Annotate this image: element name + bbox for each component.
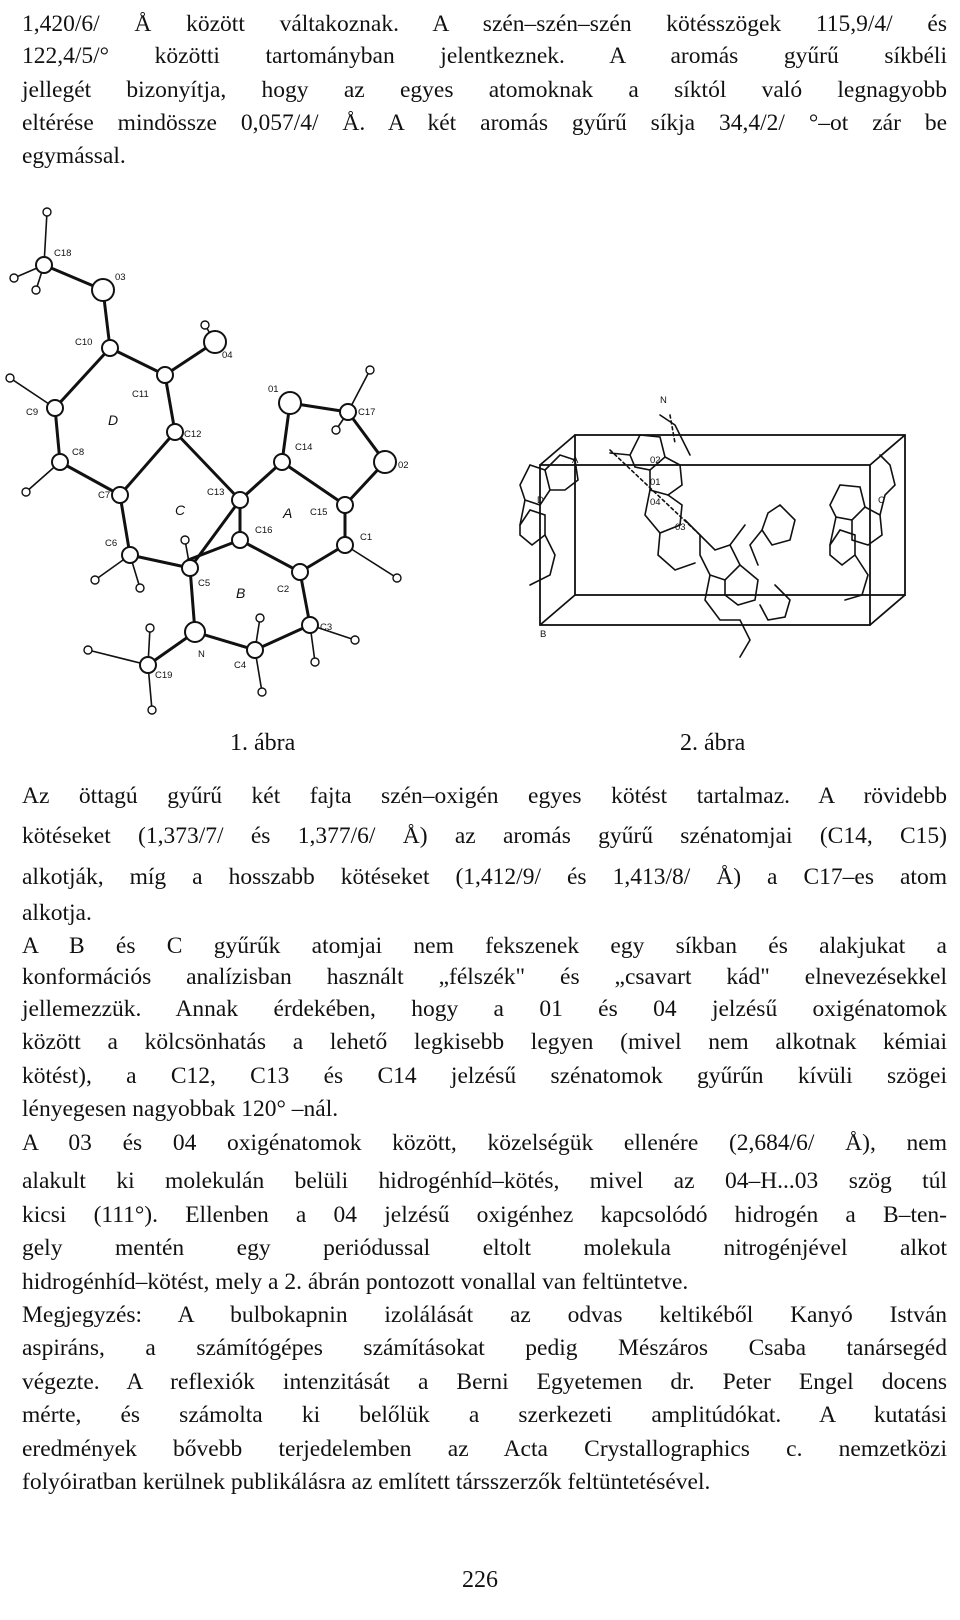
figure-2-caption: 2. ábra [680, 730, 746, 756]
label-ring-d: D [108, 412, 119, 428]
fig2-label-o1: 01 [650, 477, 661, 488]
body-line-2: kötéseket (1,373/7/ és 1,377/6/ Å) az aromás gyűrű szénatomjai (C14, C15) [22, 823, 947, 849]
body-line-10: lényegesen nagyobbak 120° –nál. [22, 1096, 339, 1122]
body-line-1: Az öttagú gyűrű két fajta szén–oxigén egyes kötést tartalmaz. A rövidebb [22, 783, 947, 809]
body-line-15: hidrogénhíd–kötést, mely a 2. ábrán pontozott vonallal van feltüntetve. [22, 1269, 689, 1295]
label-c4: C4 [234, 660, 247, 671]
body-line-12: alakult ki molekulán belüli hidrogénhíd–kötés, mivel az 04–H...03 szög túl [22, 1168, 947, 1194]
label-c7: C7 [98, 490, 111, 501]
body-line-9: kötést), a C12, C13 és C14 jelzésű szénatomok gyűrűn kívüli szögei [22, 1063, 947, 1089]
intro-line-1: 1,420/6/ Å között váltakoznak. A szén–szén–szén kötésszögek 115,9/4/ és [22, 11, 947, 37]
figure-1-caption: 1. ábra [230, 730, 296, 756]
label-c11: C11 [132, 389, 149, 400]
packed-molecules [520, 415, 895, 657]
label-n: N [198, 649, 205, 660]
label-c14: C14 [295, 442, 313, 453]
label-c15: C15 [310, 507, 328, 518]
fig2-label-n: N [660, 395, 667, 406]
intro-line-5: egymással. [22, 143, 126, 169]
note-line-1: Megjegyzés: A bulbokapnin izolálását az odvas keltikéből Kanyó István [22, 1302, 947, 1328]
body-line-6: konformációs analízisban használt „félszék" és „csavart kád" elnevezésekkel [22, 964, 947, 990]
label-c6: C6 [105, 538, 118, 549]
label-o2: 02 [398, 460, 409, 471]
packing-labels [537, 395, 885, 640]
label-c1: C1 [360, 532, 373, 543]
body-line-14: gely mentén egy periódussal eltolt molekula nitrogénjével alkot [22, 1235, 947, 1261]
body-line-4: alkotja. [22, 900, 92, 926]
label-ring-a: A [283, 505, 293, 521]
label-o1: 01 [268, 384, 279, 395]
label-c5: C5 [198, 578, 211, 589]
body-line-13: kicsi (111°). Ellenben a 04 jelzésű oxigénhez kapcsolódó hidrogén a B–ten- [22, 1202, 947, 1228]
body-line-8: között a kölcsönhatás a lehető legkisebb legyen (mivel nem alkotnak kémiai [22, 1029, 947, 1055]
label-o3: 03 [115, 272, 126, 283]
figure-1-molecule [0, 200, 430, 730]
label-c9: C9 [26, 407, 39, 418]
label-c16: C16 [255, 525, 273, 536]
unit-cell [540, 435, 905, 625]
page-number: 226 [462, 1567, 498, 1593]
fig2-label-b: B [540, 629, 547, 640]
label-c2: C2 [277, 584, 290, 595]
label-c18: C18 [54, 248, 72, 259]
label-c3: C3 [320, 622, 333, 633]
fig2-label-o3: 03 [675, 522, 686, 533]
intro-line-3: jellegét bizonyítja, hogy az egyes atomoknak a síktól való legnagyobb [22, 77, 947, 103]
label-c12: C12 [184, 429, 202, 440]
intro-line-4: eltérése mindössze 0,057/4/ Å. A két aromás gyűrű síkja 34,4/2/ °–ot zár be [22, 110, 947, 136]
label-o4: 04 [222, 350, 233, 361]
note-line-2: aspiráns, a számítógépes számításokat pedig Mészáros Csaba tanársegéd [22, 1335, 947, 1361]
note-line-6: folyóiratban kerülnek publikálásra az említett társszerzők feltüntetésével. [22, 1469, 711, 1495]
molecule-atom-labels [26, 248, 409, 681]
label-ring-b: B [236, 585, 246, 601]
fig2-label-o4: 04 [650, 497, 661, 508]
figure-2-crystal-packing [500, 395, 930, 695]
body-line-7: jellemezzük. Annak érdekében, hogy a 01 és 04 jelzésű oxigénatomok [22, 996, 947, 1022]
intro-line-2: 122,4/5/° közötti tartományban jelentkeznek. A aromás gyűrű síkbéli [22, 43, 947, 69]
fig2-label-c: C [878, 495, 885, 506]
fig2-label-d: D [537, 495, 544, 506]
body-line-5: A B és C gyűrűk atomjai nem fekszenek egy síkban és alakjukat a [22, 933, 947, 959]
label-c19: C19 [155, 670, 173, 681]
fig2-label-a: A [572, 455, 579, 466]
label-ring-c: C [175, 502, 186, 518]
note-line-3: végezte. A reflexiók intenzitását a Berni Egyetemen dr. Peter Engel docens [22, 1369, 947, 1395]
body-line-3: alkotják, míg a hosszabb kötéseket (1,412/9/ és 1,413/8/ Å) a C17–es atom [22, 864, 947, 890]
body-line-11: A 03 és 04 oxigénatomok között, közelségük ellenére (2,684/6/ Å), nem [22, 1130, 947, 1156]
label-c8: C8 [72, 447, 85, 458]
note-line-4: mérte, és számolta ki belőlük a szerkezeti amplitúdókat. A kutatási [22, 1402, 947, 1428]
label-c10: C10 [75, 337, 93, 348]
label-c13: C13 [207, 487, 225, 498]
label-c17: C17 [358, 407, 376, 418]
note-line-5: eredmények bővebb terjedelemben az Acta Crystallographics c. nemzetközi [22, 1436, 947, 1462]
fig2-label-o2: 02 [650, 455, 661, 466]
